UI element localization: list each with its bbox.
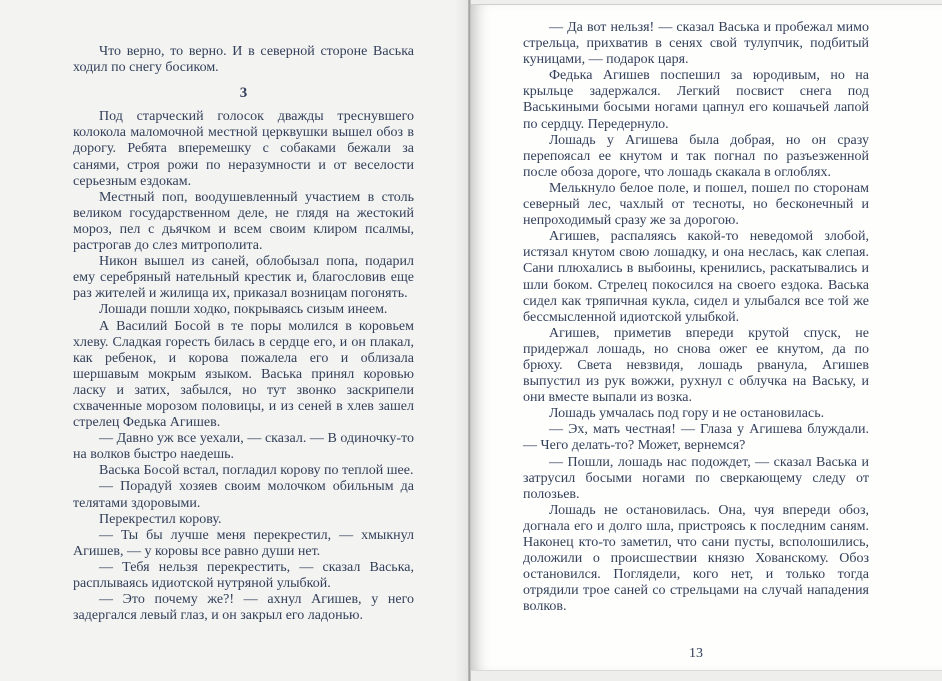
- paragraph: Под старческий голосок дважды треснувшего колокола маломочной местной церквушки вышел обоз в дорогу. Ребята вперемешку с собаками бежали за санями, строя рожи по неразумности и от веселости серьезным ездокам.: [73, 109, 414, 189]
- paragraph: Местный поп, воодушевленный участием в столь великом государственном деле, не глядя на жестокий мороз, пел с дьячком и всем своим клиром псалмы, растрогав до слез митрополита.: [73, 189, 414, 254]
- paragraph: Лошадь умчалась под гору и не остановилась.: [549, 406, 825, 422]
- right-page: [471, 4, 942, 671]
- paragraph: Никон вышел из саней, облобызал попа, подарил ему серебряный нательный крестик и, благословив еще раз жителей и жилища их, приказал возницам погонять.: [73, 254, 414, 302]
- paragraph: А Василий Босой в те поры молился в коровьем хлеву. Сладкая горесть билась в сердце его, и он плакал, как ребенок, и корова пожалела его и облизала шершавым мокрым языком. Васька принял коровью ласку и затих, забылся, но тут звонко заскрипели схваченные морозом половицы, и из сеней в хлев зашел стрелец Федька Агишев.: [73, 318, 414, 431]
- paragraph: — Ты бы лучше меня перекрестил, — хмыкнул Агишев, — у коровы все равно души нет.: [73, 527, 414, 559]
- paragraph: Перекрестил корову.: [99, 511, 222, 527]
- paragraph: Агишев, распаляясь какой-то неведомой злобой, истязал кнутом свою лошадку, и она неслась, как слепая. Сани плюхались в выбоины, кренились, раскатывались и шли боком. Стрелец покосился на своего ездока. Васька сидел как тряпичная кукла, сидел и улыбался все той же бессмысленной идиотской улыбкой.: [523, 229, 869, 325]
- paragraph: — Пошли, лошадь нас подождет, — сказал Васька и затрусил босыми ногами по сверкающему следу от полозьев.: [523, 454, 869, 502]
- paragraph: — Порадуй хозяев своим молочком обильным да телятами здоровыми.: [73, 479, 414, 511]
- paragraph: Васька Босой встал, погладил корову по теплой шее.: [99, 463, 414, 479]
- paragraph: Что верно, то верно. И в северной стороне Васька ходил по снегу босиком.: [73, 44, 414, 76]
- left-page-text: [73, 44, 414, 624]
- left-page: [0, 0, 468, 681]
- paragraph: — Тебя нельзя перекрестить, — сказал Васька, расплываясь идиотской нутряной улыбкой.: [73, 559, 414, 591]
- paragraph: Лошадь не остановилась. Она, чуя впереди обоз, догнала его и долго шла, пристроясь к последним саням. Наконец кто-то заметил, что сани пусты, всполошились, доложили о происшествии князю Хованскому. Обоз остановился. Поглядели, кого нет, и только тогда отрядили трое саней со стрельцами на случай нападения волков.: [523, 502, 869, 615]
- page-number: 13: [689, 646, 703, 661]
- chapter-heading: 3: [239, 85, 248, 102]
- paragraph: Лошадь у Агишева была добрая, но он сразу перепоясал ее кнутом и так погнал по разъезженной после обоза дороге, что лошадь скакала в оглоблях.: [523, 132, 869, 180]
- paragraph: Агишев, приметив впереди крутой спуск, не придержал лошадь, но снова ожег ее кнутом, да по брюху. Света невзвидя, лошадь рванула, Агишев выпустил из рук вожжи, рухнул с облучка на Ваську, и они вместе выпали из возка.: [523, 325, 869, 406]
- paragraph: Мелькнуло белое поле, и пошел, пошел по сторонам северный лес, чахлый от тесноты, но бесконечный и непроходимый сразу же за дорогою.: [523, 180, 869, 229]
- paragraph: — Это почему же?! — ахнул Агишев, у него задергался левый глаз, и он закрыл его ладонью.: [73, 592, 414, 624]
- right-page-text: [523, 20, 869, 615]
- paragraph: — Да вот нельзя! — сказал Васька и пробежал мимо стрельца, прихватив в сенях свой тулупчик, подбитый куницами, — подарок царя.: [523, 20, 869, 68]
- paragraph: Лошади пошли ходко, покрываясь сизым инеем.: [99, 302, 388, 318]
- paragraph: — Давно уж все уехали, — сказал. — В одиночку-то на волков быстро наедешь.: [73, 431, 414, 463]
- paragraph: Федька Агишев поспешил за юродивым, но на крыльце задержался. Легкий посвист снега под Васькиными босыми ногами цапнул его кошачьей лапой по сердцу. Передернуло.: [523, 68, 869, 132]
- paragraph: — Эх, мать честная! — Глаза у Агишева блуждали. — Чего делать-то? Может, вернемся?: [523, 422, 869, 454]
